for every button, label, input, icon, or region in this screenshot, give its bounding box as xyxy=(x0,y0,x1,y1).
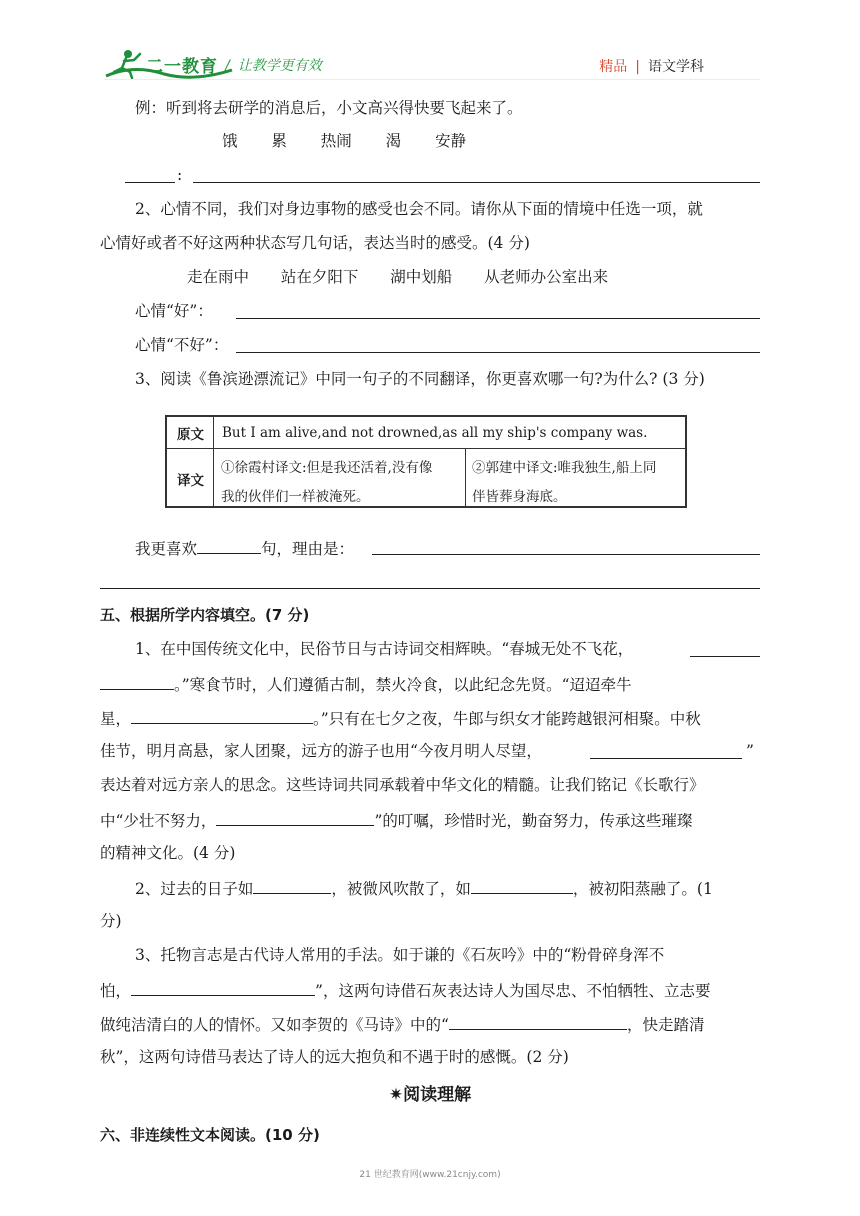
s5-p1-l4 xyxy=(100,741,542,761)
reason-label: 句，理由是： xyxy=(261,540,355,558)
translation-2-line2: 伴皆葬身海底。 xyxy=(472,489,567,505)
translation-1-line1: ①徐霞村译文:但是我还活着,没有像 xyxy=(221,460,433,476)
reading-banner: ✷阅读理解 xyxy=(388,1085,472,1105)
blank-6[interactable] xyxy=(471,877,573,894)
q2-prompt-line2: 心情好或者不好这两种状态写几句话，表达当时的感受。(4 分) xyxy=(100,234,530,252)
page-header xyxy=(0,0,860,90)
section5-title: 五、根据所学内容填空。(7 分) xyxy=(100,606,310,624)
original-text: But I am alive,and not drowned,as all my ship's company was. xyxy=(222,425,648,441)
q3-prompt: 3、阅读《鲁滨逊漂流记》中同一句子的不同翻译，你更喜欢哪一句?为什么? (3 分) xyxy=(135,370,705,388)
header-slogan: / 让教学更有效 xyxy=(225,58,322,74)
word-option: 渴 xyxy=(385,132,402,150)
s5-p2-l1 xyxy=(135,877,713,899)
text-span: 。”寒食节时，人们遵循古制，禁火冷食，以此纪念先贤。“迢迢牵牛 xyxy=(174,676,632,694)
translation-1-line2: 我的伙伴们一样被淹死。 xyxy=(221,489,370,505)
colon: : xyxy=(177,166,183,184)
good-mood-blank[interactable] xyxy=(236,318,760,319)
text-span: ”，这两句诗借石灰表达诗人为国尽忠、不怕牺牲、立志要 xyxy=(315,982,711,1000)
section6-title: 六、非连续性文本阅读。(10 分) xyxy=(100,1126,320,1144)
bad-mood-blank[interactable] xyxy=(236,352,760,353)
scene-option: 从老师办公室出来 xyxy=(484,268,609,286)
scene-options xyxy=(187,267,608,287)
blank-1a[interactable] xyxy=(690,656,760,657)
word-options xyxy=(222,131,466,151)
quote-close: ” xyxy=(746,742,754,760)
blank-8[interactable] xyxy=(449,1013,627,1030)
q2-prompt-line1: 2、心情不同，我们对身边事物的感受也会不同。请你从下面的情境中任选一项，就 xyxy=(135,200,703,218)
translation-head: 译文 xyxy=(177,473,204,489)
s5-p1-l3 xyxy=(100,707,701,729)
example-sentence: 例：听到将去研学的消息后，小文高兴得快要飞起来了。 xyxy=(135,99,523,117)
blank-7[interactable] xyxy=(131,979,315,996)
text-span: 星， xyxy=(100,710,132,728)
word-option: 累 xyxy=(271,132,287,150)
text-span: ，被微风吹散了，如 xyxy=(331,880,471,898)
prefer-answer-line xyxy=(135,537,354,559)
s5-p1-l1 xyxy=(135,639,633,659)
s5-p1-l5: 表达着对远方亲人的思念。这些诗词共同承载着中华文化的精髓。让我们铭记《长歌行》 xyxy=(100,776,705,794)
scene-option: 走在雨中 xyxy=(187,268,250,286)
header-divider xyxy=(104,79,760,80)
s5-p2-l2: 分) xyxy=(100,912,122,930)
s5-p3-l1: 3、托物言志是古代诗人常用的手法。如于谦的《石灰吟》中的“粉骨碎身浑不 xyxy=(135,946,665,964)
scene-option: 湖中划船 xyxy=(390,268,453,286)
s5-p3-l4: 秋”，这两句诗借马表达了诗人的远大抱负和不遇于时的感慨。(2 分) xyxy=(100,1048,569,1066)
text-span: 做纯洁清白的人的情怀。又如李贺的《马诗》中的“ xyxy=(100,1016,449,1034)
text-span: ，被初阳蒸融了。(1 xyxy=(572,880,713,898)
answer-blank-sentence[interactable] xyxy=(193,182,760,183)
blank-1b[interactable] xyxy=(100,673,174,690)
good-mood-label: 心情“好”： xyxy=(135,302,213,320)
text-span: ，快走踏清 xyxy=(626,1016,705,1034)
word-option: 饿 xyxy=(222,132,238,150)
s5-p3-l3 xyxy=(100,1013,704,1035)
text-span: 佳节，明月高悬，家人团聚，远方的游子也用“今夜月明人尽望， xyxy=(100,742,542,760)
s5-p1-l2 xyxy=(100,673,632,695)
original-head: 原文 xyxy=(177,427,204,443)
word-option: 安静 xyxy=(435,132,467,150)
s5-p1-l6 xyxy=(100,809,692,831)
blank-2[interactable] xyxy=(131,707,313,724)
text-span: 2、过去的日子如 xyxy=(135,880,254,898)
slogan-text: 让教学更有效 xyxy=(237,58,322,74)
reason-blank[interactable] xyxy=(372,554,760,555)
translation-table xyxy=(165,415,687,508)
s5-p1-l7: 的精神文化。(4 分) xyxy=(100,844,236,862)
s5-p3-l2 xyxy=(100,979,710,1001)
reason-blank-line2[interactable] xyxy=(100,588,760,589)
word-option: 热闹 xyxy=(320,132,352,150)
scene-option: 站在夕阳下 xyxy=(280,268,359,286)
page-footer: 21 世纪教育网(www.21cnjy.com) xyxy=(359,1170,501,1180)
header-right: 精品 | 语文学科 xyxy=(599,59,704,75)
bad-mood-label: 心情“不好”： xyxy=(135,336,229,354)
prefer-blank[interactable] xyxy=(197,537,261,554)
translation-2-line1: ②郭建中译文:唯我独生,船上同 xyxy=(472,460,657,476)
prefer-label: 我更喜欢 xyxy=(135,540,198,558)
blank-5[interactable] xyxy=(253,877,331,894)
text-span: 怕， xyxy=(100,982,132,1000)
logo-text: 二一教育 xyxy=(146,57,218,77)
jingpin-label: 精品 xyxy=(599,59,628,75)
text-span: ”的叮嘱，珍惜时光，勤奋努力，传承这些璀璨 xyxy=(374,812,693,830)
blank-4[interactable] xyxy=(216,809,374,826)
text-span: 。”只有在七夕之夜，牛郎与织女才能跨越银河相聚。中秋 xyxy=(313,710,701,728)
text-span: 1、在中国传统文化中，民俗节日与古诗词交相辉映。“春城无处不飞花， xyxy=(135,640,634,658)
blank-3[interactable] xyxy=(590,758,742,759)
text-span: 中“少壮不努力， xyxy=(100,812,217,830)
subject-label: 语文学科 xyxy=(648,59,704,75)
answer-blank-word[interactable] xyxy=(125,182,175,183)
